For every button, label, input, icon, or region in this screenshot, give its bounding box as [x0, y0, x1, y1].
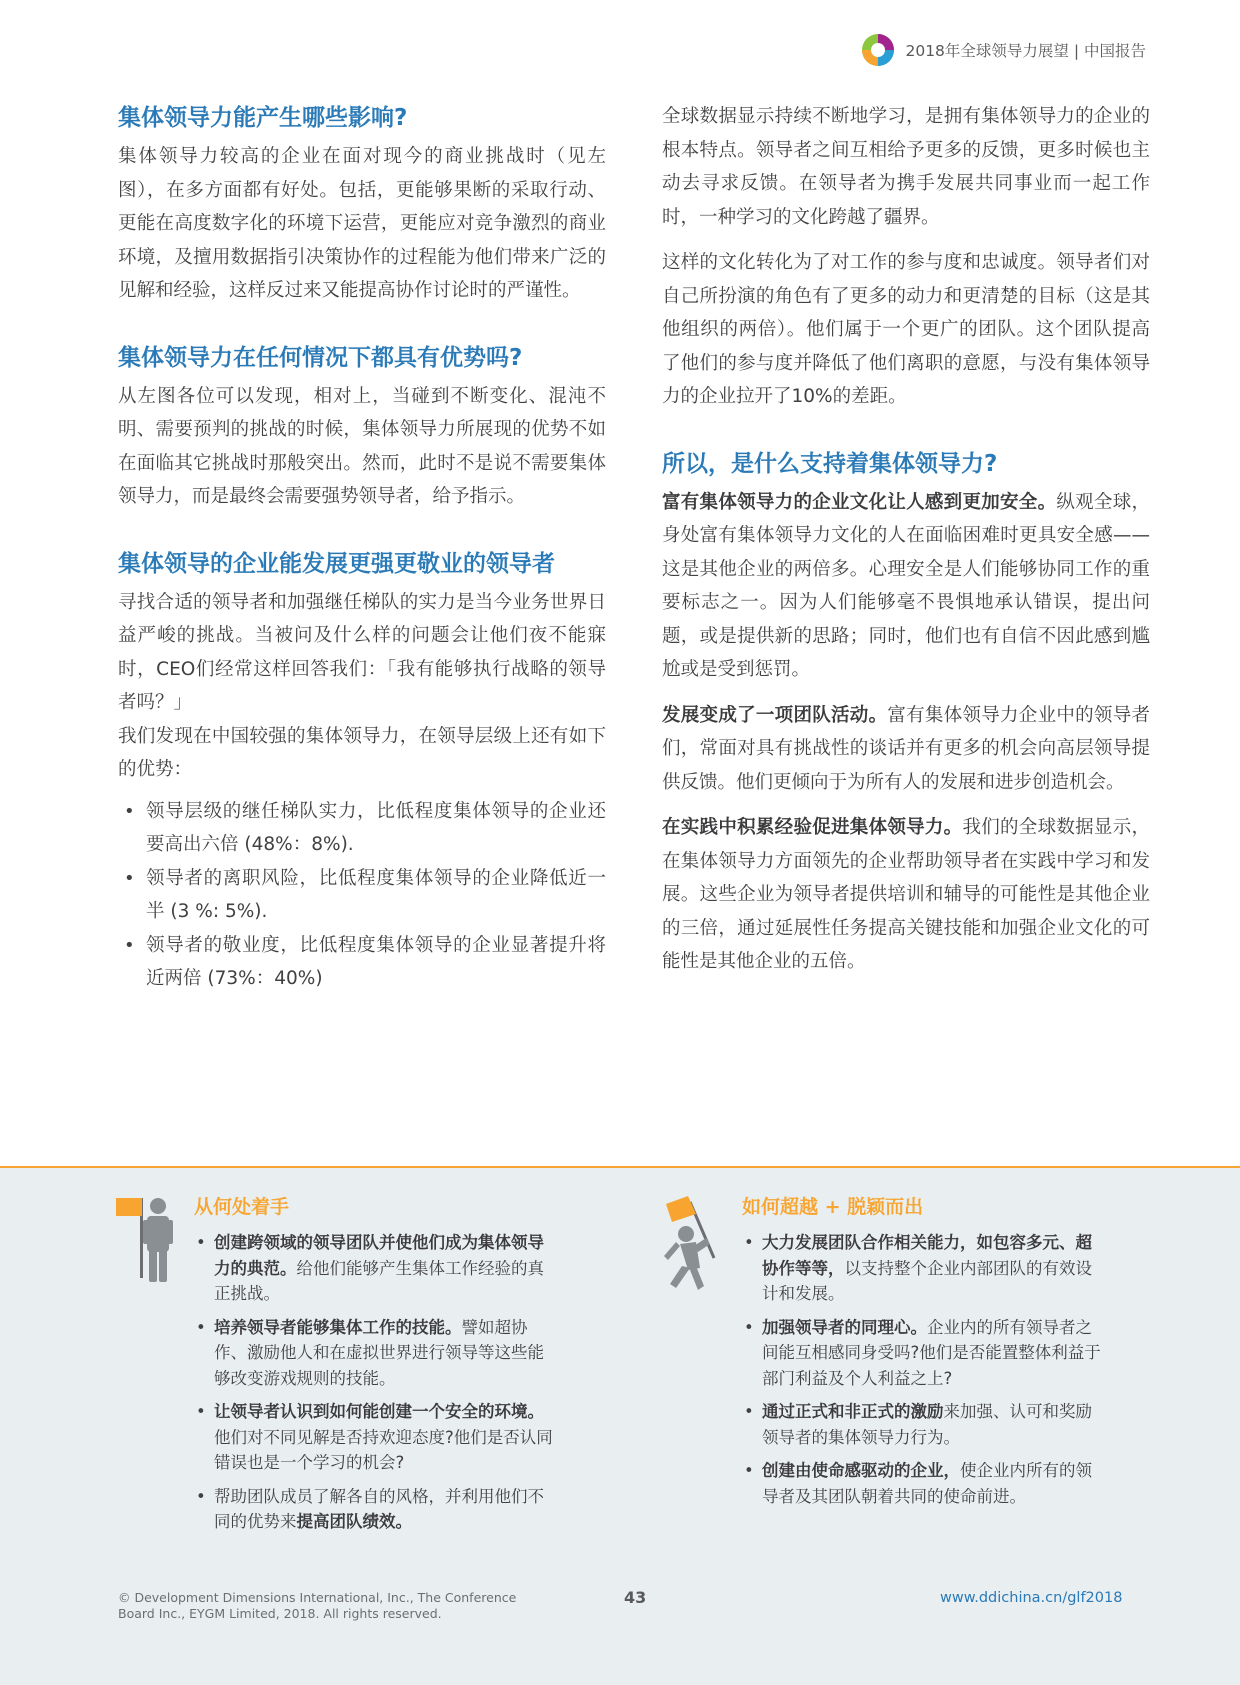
list-item: • 领导者的敬业度，比低程度集体领导的企业显著提升将近两倍 (73%：40%) — [118, 929, 606, 996]
list-item: • 加强领导者的同理心。企业内的所有领导者之间能互相感同身受吗?他们是否能置整体利益于部门利益及个人利益之上? — [742, 1315, 1102, 1392]
running-person-with-flag-icon — [662, 1194, 738, 1294]
section-heading-leaders: 集体领导的企业能发展更强更敬业的领导者 — [118, 550, 555, 577]
left-column — [118, 100, 606, 996]
paragraph-safety-text: 纵观全球，身处富有集体领导力文化的人在面临困难时更具安全感——这是其他企业的两倍多。心理安全是人们能够协同工作的重要标志之一。因为人们能够毫不畏惧地承认错误，提出问题，或是提供新的思路；同时，他们也有自信不因此感到尴尬或是受到惩罚。 — [662, 491, 1150, 680]
tip-stand-out — [662, 1194, 1102, 1517]
section-heading-impact: 集体领导力能产生哪些影响? — [118, 105, 408, 131]
paragraph-practice — [662, 811, 1150, 979]
list-item: • 通过正式和非正式的激励来加强、认可和奖励领导者的集体领导力行为。 — [742, 1399, 1102, 1450]
advantage-list — [118, 795, 606, 996]
paragraph-practice-lead: 在实践中积累经验促进集体领导力。 — [662, 817, 963, 838]
report-logo-icon — [861, 33, 895, 67]
section-text-advantage: 从左图各位可以发现，相对上，当碰到不断变化、混沌不明、需要预判的挑战的时候，集体领导力所展现的优势不如在面临其它挑战时那般突出。然而，此时不是说不需要集体领导力，而是最终会需要强势领导者，给予指示。 — [118, 385, 606, 507]
paragraph-engagement: 这样的文化转化为了对工作的参与度和忠诚度。领导者们对自己所扮演的角色有了更多的动力和更清楚的目标（这是其他组织的两倍）。他们属于一个更广的团队。这个团队提高了他们的参与度并降低了他们离职的意愿，与没有集体领导力的企业拉开了10%的差距。 — [662, 252, 1150, 407]
page-number: 43 — [624, 1588, 647, 1607]
page-header — [861, 32, 1146, 68]
section-heading-advantage: 集体领导力在任何情况下都具有优势吗? — [118, 344, 523, 371]
list-item: • 培养领导者能够集体工作的技能。譬如超协作、激励他人和在虚拟世界进行领导等这些能够改变游戏规则的技能。 — [194, 1315, 554, 1392]
list-item: • 领导层级的继任梯队实力，比低程度集体领导的企业还要高出六倍 (48%：8%). — [118, 795, 606, 862]
person-with-flag-icon — [114, 1194, 190, 1294]
section-heading-support: 所以，是什么支持着集体领导力? — [662, 450, 998, 477]
paragraph-safety-lead: 富有集体领导力的企业文化让人感到更加安全。 — [662, 491, 1057, 513]
paragraph-safety — [662, 486, 1150, 687]
tip-list — [742, 1230, 1102, 1509]
list-item: • 让领导者认识到如何能创建一个安全的环境。他们对不同见解是否持欢迎态度?他们是否认同错误也是一个学习的机会? — [194, 1399, 554, 1476]
tip-getting-started — [114, 1194, 554, 1543]
section-text-leaders-2: 我们发现在中国较强的集体领导力，在领导层级上还有如下的优势： — [118, 725, 606, 780]
section-text-leaders-1: 寻找合适的领导者和加强继任梯队的实力是当今业务世界日益严峻的挑战。当被问及什么样的问题会让他们夜不能寐时，CEO们经常这样回答我们：「我有能够执行战略的领导者吗？」 — [118, 591, 606, 713]
list-item: • 帮助团队成员了解各自的风格，并利用他们不同的优势来提高团队绩效。 — [194, 1484, 554, 1535]
paragraph-team-activity — [662, 699, 1150, 800]
paragraph-team-activity-text: 富有集体领导力企业中的领导者们，常面对具有挑战性的谈话并有更多的机会向高层领导提供反馈。他们更倾向于为所有人的发展和进步创造机会。 — [662, 704, 1150, 793]
website-link[interactable]: www.ddichina.cn/glf2018 — [940, 1590, 1123, 1606]
tips-panel — [0, 1166, 1240, 1685]
tip-heading: 如何超越 + 脱颖而出 — [742, 1196, 924, 1218]
list-item: • 创建由使命感驱动的企业，使企业内所有的领导者及其团队朝着共同的使命前进。 — [742, 1458, 1102, 1509]
paragraph-team-activity-lead: 发展变成了一项团队活动。 — [662, 704, 888, 726]
tip-list — [194, 1230, 554, 1535]
list-item: • 领导者的离职风险，比低程度集体领导的企业降低近一半 (3 %: 5%). — [118, 862, 606, 929]
right-column — [662, 100, 1150, 979]
tip-heading: 从何处着手 — [194, 1196, 290, 1218]
paragraph-learning: 全球数据显示持续不断地学习，是拥有集体领导力的企业的根本特点。领导者之间互相给予更多的反馈，更多时候也主动去寻求反馈。在领导者为携手发展共同事业而一起工作时，一种学习的文化跨越了疆界。 — [662, 106, 1150, 228]
section-text-impact: 集体领导力较高的企业在面对现今的商业挑战时（见左图），在多方面都有好处。包括，更能够果断的采取行动、更能在高度数字化的环境下运营，更能应对竞争激烈的商业环境，及擅用数据指引决策协作的过程能为他们带来广泛的见解和经验，这样反过来又能提高协作讨论时的严谨性。 — [118, 146, 606, 301]
report-title: 2018年全球领导力展望 | 中国报告 — [905, 42, 1146, 60]
copyright-notice: © Development Dimensions International, Inc., The Conference Board Inc., EYGM Limited, 2018. All rights reserved. — [118, 1590, 517, 1621]
list-item: • 大力发展团队合作相关能力，如包容多元、超协作等等，以支持整个企业内部团队的有效设计和发展。 — [742, 1230, 1102, 1307]
list-item: • 创建跨领域的领导团队并使他们成为集体领导力的典范。给他们能够产生集体工作经验的真正挑战。 — [194, 1230, 554, 1307]
paragraph-practice-text: 我们的全球数据显示，在集体领导力方面领先的企业帮助领导者在实践中学习和发展。这些企业为领导者提供培训和辅导的可能性是其他企业的三倍，通过延展性任务提高关键技能和加强企业文化的可能性是其他企业的五倍。 — [662, 817, 1150, 972]
